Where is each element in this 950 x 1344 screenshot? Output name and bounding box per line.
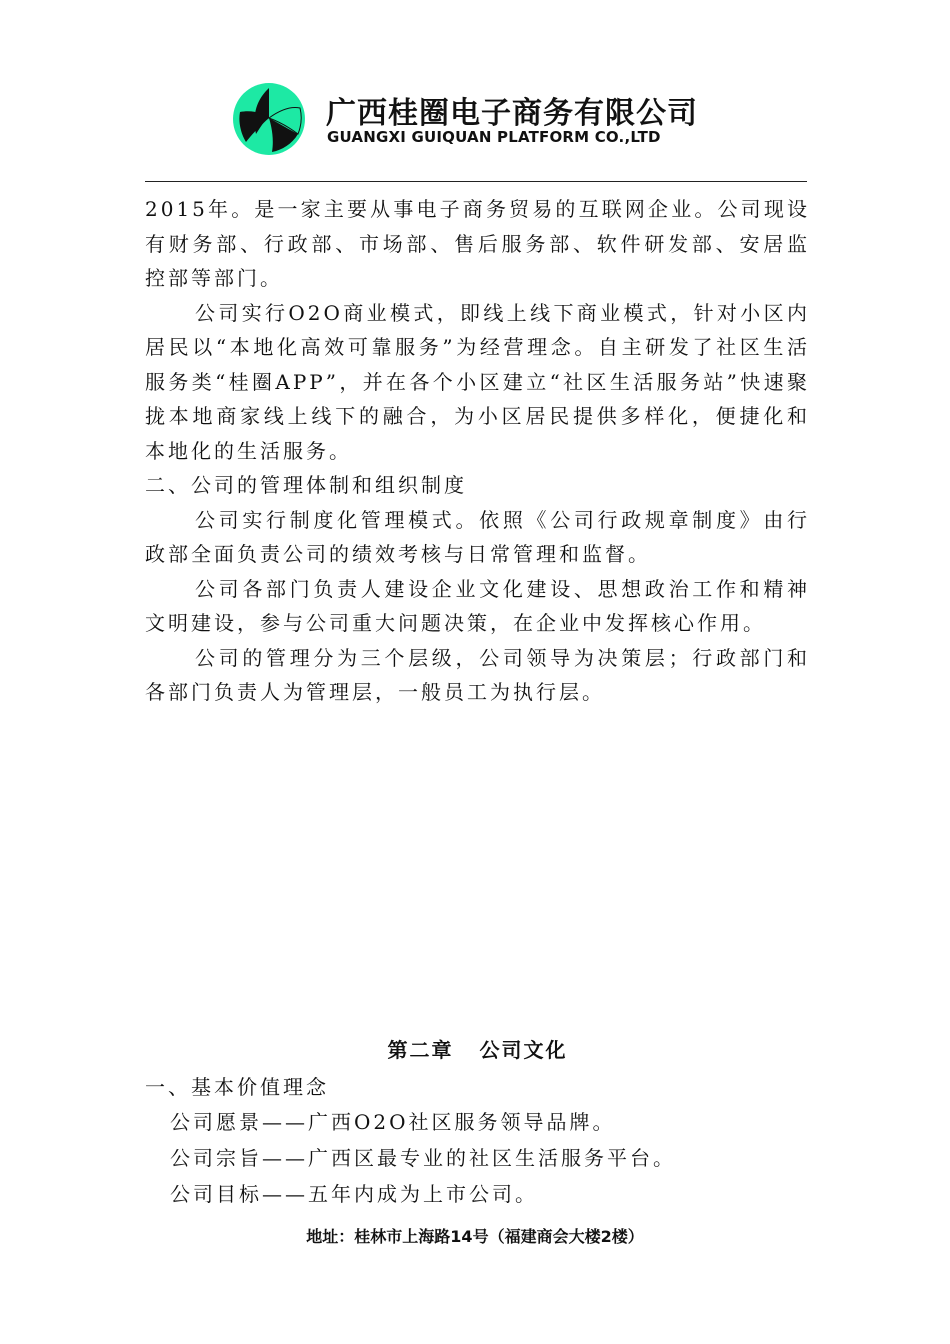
chapter-number: 第二章 xyxy=(387,1038,454,1062)
paragraph: 2015年。是一家主要从事电子商务贸易的互联网企业。公司现设有财务部、行政部、市场部、售后服务部、软件研发部、安居监控部等部门。 xyxy=(145,197,810,290)
chapter-section xyxy=(145,1030,810,1212)
body-text xyxy=(145,192,810,710)
letterhead xyxy=(0,0,950,180)
list-item: 公司愿景——广西O2O社区服务领导品牌。 xyxy=(170,1110,616,1134)
footer-address: 地址：桂林市上海路14号（福建商会大楼2楼） xyxy=(306,1227,644,1246)
company-name-cn: 广西桂圈电子商务有限公司 xyxy=(326,96,698,131)
chapter-name: 公司文化 xyxy=(479,1038,568,1062)
guiquan-logo-icon xyxy=(232,82,306,156)
list-item: 公司目标——五年内成为上市公司。 xyxy=(170,1182,538,1206)
paragraph: 公司实行制度化管理模式。依照《公司行政规章制度》由行政部全面负责公司的绩效考核与日常管理和监督。 xyxy=(145,507,810,566)
header-divider xyxy=(145,181,807,182)
section-heading: 一、基本价值理念 xyxy=(145,1075,329,1099)
paragraph: 公司实行O2O商业模式，即线上线下商业模式，针对小区内居民以“本地化高效可靠服务”为经营理念。自主研发了社区生活服务类“桂圈APP”，并在各个小区建立“社区生活服务站”快速聚拢本地商家线上线下的融合，为小区居民提供多样化，便捷化和本地化的生活服务。 xyxy=(145,300,810,463)
chapter-title xyxy=(145,1030,810,1070)
paragraph: 公司各部门负责人建设企业文化建设、思想政治工作和精神文明建设，参与公司重大问题决策，在企业中发挥核心作用。 xyxy=(145,576,810,635)
company-name-en: GUANGXI GUIQUAN PLATFORM CO.,LTD xyxy=(327,128,661,146)
paragraph: 公司的管理分为三个层级，公司领导为决策层；行政部门和各部门负责人为管理层，一般员工为执行层。 xyxy=(145,645,810,704)
list-item: 公司宗旨——广西区最专业的社区生活服务平台。 xyxy=(170,1146,676,1170)
section-heading: 二、公司的管理体制和组织制度 xyxy=(145,473,467,497)
